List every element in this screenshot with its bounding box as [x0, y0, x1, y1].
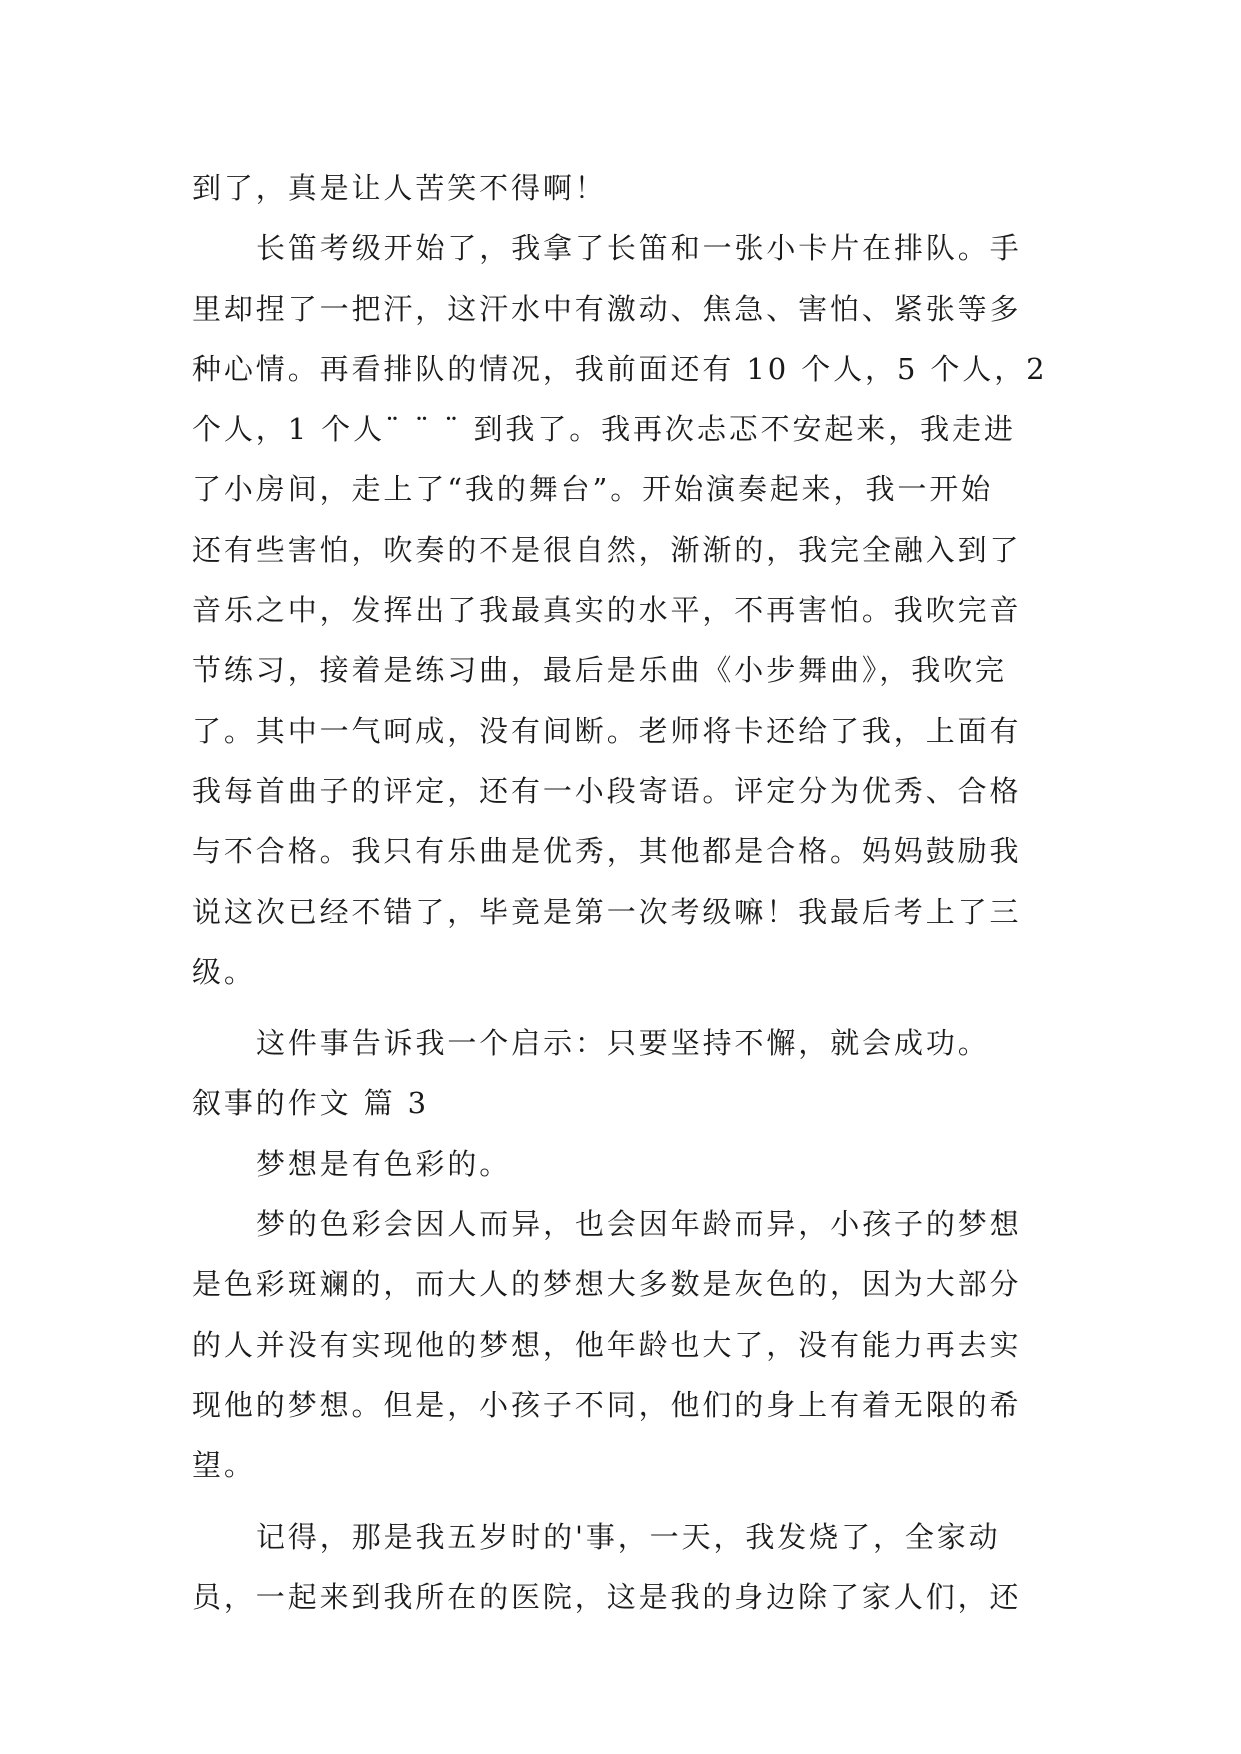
section-heading: 叙事的作文 篇 3 [192, 1086, 429, 1121]
text-line: 到了，真是让人苦笑不得啊！ [192, 171, 607, 205]
text-line: 我每首曲子的评定，还有一小段寄语。评定分为优秀、合格 [192, 773, 1022, 808]
text-line: 员，一起来到我所在的医院，这是我的身边除了家人们，还 [192, 1579, 1022, 1614]
text-line: 与不合格。我只有乐曲是优秀，其他都是合格。妈妈鼓励我 [192, 834, 1022, 869]
text-line: 种心情。再看排队的情况，我前面还有 10 个人，5 个人，2 [192, 351, 1048, 386]
text-line: 音乐之中，发挥出了我最真实的水平，不再害怕。我吹完音 [192, 593, 1022, 628]
paragraph-start: 梦的色彩会因人而异，也会因年龄而异，小孩子的梦想 [256, 1207, 1022, 1242]
paragraph-start: 梦想是有色彩的。 [256, 1146, 512, 1181]
text-line: 节练习，接着是练习曲，最后是乐曲《小步舞曲》，我吹完 [192, 653, 1007, 688]
paragraph-start: 记得，那是我五岁时的'事，一天，我发烧了，全家动 [256, 1519, 1001, 1554]
text-line: 的人并没有实现他的梦想，他年龄也大了，没有能力再去实 [192, 1327, 1022, 1362]
text-line: 说这次已经不错了，毕竟是第一次考级嘛！我最后考上了三 [192, 894, 1022, 929]
text-line: 级。 [192, 954, 256, 989]
text-line: 现他的梦想。但是，小孩子不同，他们的身上有着无限的希 [192, 1387, 1022, 1422]
paragraph-start: 长笛考级开始了，我拿了长笛和一张小卡片在排队。手 [256, 231, 1022, 266]
paragraph-start: 这件事告诉我一个启示：只要坚持不懈，就会成功。 [256, 1026, 990, 1061]
text-line: 了小房间，走上了“我的舞台”。开始演奏起来，我一开始 [192, 472, 994, 507]
text-line: 是色彩斑斓的，而大人的梦想大多数是灰色的，因为大部分 [192, 1267, 1022, 1302]
document-page [192, 158, 1054, 1627]
text-line: 还有些害怕，吹奏的不是很自然，渐渐的，我完全融入到了 [192, 532, 1022, 567]
text-line: 个人，1 个人¨ ¨ ¨ 到我了。我再次忐忑不安起来，我走进 [192, 412, 1016, 447]
text-line: 望。 [192, 1448, 256, 1483]
text-line: 里却捏了一把汗，这汗水中有激动、焦急、害怕、紧张等多 [192, 291, 1022, 326]
text-line: 了。其中一气呵成，没有间断。老师将卡还给了我，上面有 [192, 713, 1022, 748]
